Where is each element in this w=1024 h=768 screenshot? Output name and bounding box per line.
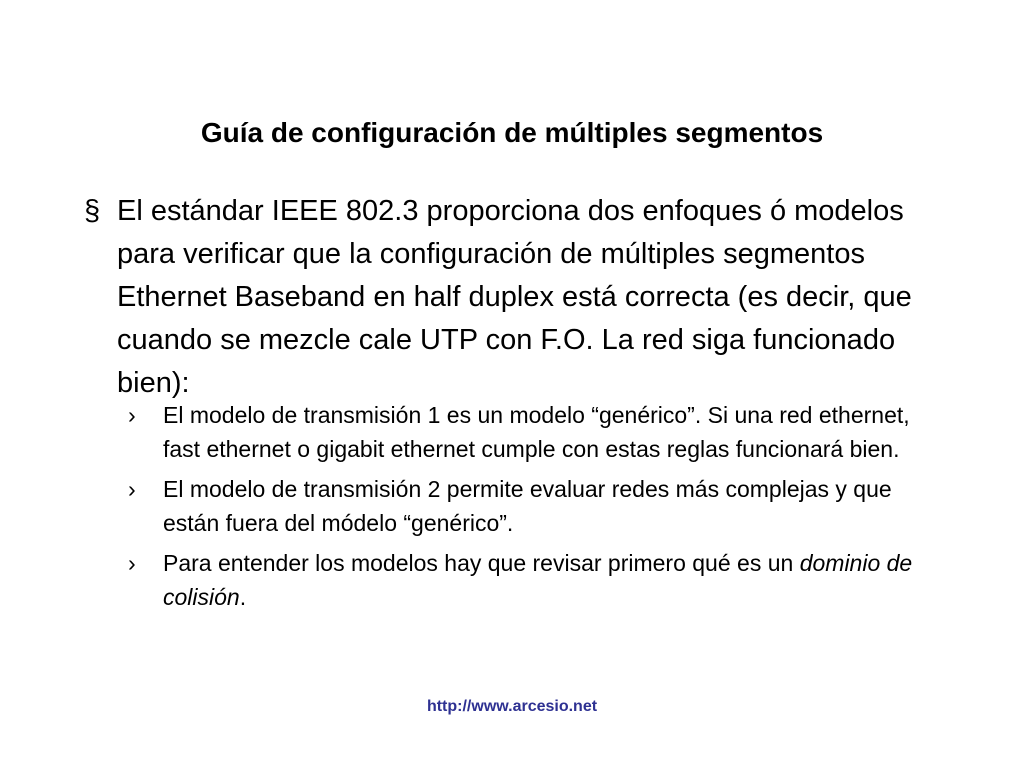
main-bullet-text: El estándar IEEE 802.3 proporciona dos enfoques ó modelos para verificar que la configuración de múltiples segmentos Ethernet Baseband en half duplex está correcta (es decir, que cuando se mezcle cale UTP con F.O. La red siga funcionado bien): — [117, 195, 912, 399]
sub-bullet-item — [128, 472, 948, 540]
footer-website-link[interactable]: http://www.arcesio.net — [426, 698, 598, 715]
sub-bullet-text-end: . — [239, 584, 247, 610]
sub-bullet-item — [128, 398, 948, 466]
chevron-bullet-marker: › — [128, 550, 136, 576]
sub-bullet-text: El modelo de transmisión 1 es un modelo “genérico”. Si una red ethernet, fast ethernet o gigabit ethernet cumple con estas reglas funcionará bien. — [163, 402, 910, 462]
slide-title: Guía de configuración de múltiples segmentos — [200, 117, 824, 148]
sub-bullet-list — [128, 398, 948, 620]
sub-bullet-item — [128, 546, 948, 614]
chevron-bullet-marker: › — [128, 402, 136, 428]
main-bullet — [84, 190, 944, 405]
sub-bullet-text — [163, 546, 948, 614]
section-bullet-marker: § — [84, 195, 101, 227]
chevron-bullet-marker: › — [128, 476, 136, 502]
sub-bullet-text: El modelo de transmisión 2 permite evaluar redes más complejas y que están fuera del módelo “genérico”. — [163, 476, 892, 536]
collision-domain-term: dominio de colisión — [163, 550, 913, 610]
sub-bullet-text-start: Para entender los modelos hay que revisar primero qué es un — [163, 550, 800, 576]
